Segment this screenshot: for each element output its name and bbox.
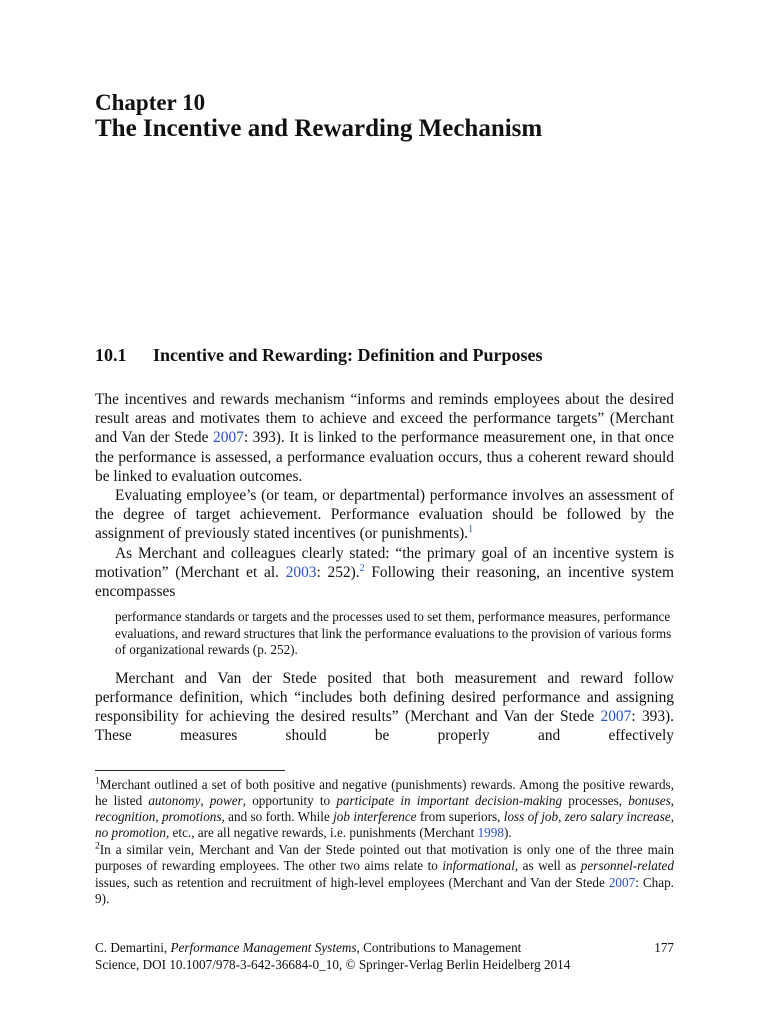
fn2-informational: informational [442,858,515,874]
paragraph-1-text-b: : 393). It is linked to the performance measurement one, in that once the performance is assessed, a performance evaluation occurs, thus a coherent reward should be linked to evaluation outcomes. [95,429,674,485]
chapter-title: The Incentive and Rewarding Mechanism [95,115,543,142]
section-number: 10.1 [95,345,127,365]
fn1-sep: from superiors, [416,809,504,825]
paragraph-4 [95,669,674,746]
fn1-job-interference: job interference [333,809,417,825]
fn1-loss-of-job: loss of job [503,809,559,825]
fn1-power: power [209,793,243,809]
footnote-2-number: 2 [95,841,100,852]
paragraph-1-text-a: The incentives and rewards mechanism “informs and reminds employees about the desired result areas and motivates them to achieve and exceed the performance targets” (Merchant and Van der Stede [95,391,674,447]
fn1-sep: processes, [562,793,629,809]
paragraph-2-text: Evaluating employee’s (or team, or departmental) performance involves an assessment of the degree of target achievement. Performance evaluation should be followed by the assignment of previously stated incentives (or punishments). [95,487,674,543]
footnote-1 [95,777,674,841]
footnote-2-text: In a similar vein, Merchant and Van der Stede pointed out that motivation is only one of the three main purposes of rewarding employees. The other two aims relate to [95,842,674,874]
paragraph-3-text-b: : 252). [316,563,360,581]
footer-author: C. Demartini, [95,940,171,955]
fn1-sep: , and so forth. While [221,809,334,825]
fn1-sep: , [670,793,675,809]
paragraph-4-text-b: : 393). These measures should be properly and effectively [95,708,675,745]
citation-link-2007-c[interactable]: 2007 [608,874,636,890]
section-title: Incentive and Rewarding: Definition and Purposes [153,345,543,365]
fn2-end: : Chap. 9). [95,874,674,906]
fn1-zero-salary: zero salary increase [564,809,671,825]
footer-book-title: Performance Management Systems [170,940,357,955]
footnote-divider [95,770,285,771]
fn1-end: ). [503,825,512,841]
block-quote: performance standards or targets and the processes used to set them, performance measures, performance evaluations, and reward structures that link the performance evaluations to the provision of various forms of organizational rewards (p. 252). [115,609,672,658]
fn2-sep: , as well as [514,858,581,874]
fn1-sep: , opportunity to [242,793,337,809]
paragraph-3 [95,544,674,602]
fn1-recognition: recognition [95,809,156,825]
body-text [95,390,674,746]
citation-link-2007-b[interactable]: 2007 [600,708,632,726]
citation-link-1998[interactable]: 1998 [477,825,504,841]
paragraph-1 [95,390,674,486]
chapter-label: Chapter 10 [95,90,206,115]
footer-line-2: Science, DOI 10.1007/978-3-642-36684-0_10, © Springer-Verlag Berlin Heidelberg 2014 [95,957,571,972]
paragraph-2 [95,486,674,544]
paragraph-3-text-a: As Merchant and colleagues clearly stated: “the primary goal of an incentive system is motivation” (Merchant et al. [95,544,674,581]
fn1-no-promotion: no promotion [95,825,166,841]
citation-link-2007[interactable]: 2007 [213,429,244,447]
fn1-sep: , [200,793,210,809]
section-heading [95,345,543,366]
paragraph-3-text-c: Following their reasoning, an incentive system encompasses [95,563,674,601]
fn1-sep: , etc., are all negative rewards, i.e. punishments (Merchant [165,825,478,841]
footer-series: , Contributions to Management [356,940,522,955]
page-footer [95,939,674,973]
citation-link-2003[interactable]: 2003 [285,563,317,581]
footnote-link-2[interactable]: 2 [359,562,365,574]
fn1-sep: , [155,809,162,825]
page-number: 177 [654,940,674,955]
paragraph-4-text-a: Merchant and Van der Stede posited that both measurement and reward follow performance definition, which “includes both defining desired performance and assigning responsibility for achieving the desired results” (Merchant and Van der Stede [95,669,674,726]
fn1-bonuses: bonuses [628,793,671,809]
footnote-1-number: 1 [95,776,100,787]
fn2-personnel-related: personnel-related [580,858,674,874]
fn1-sep: , [558,809,565,825]
footnote-1-text: Merchant outlined a set of both positive and negative (punishments) rewards. Among the positive rewards, he listed [95,777,674,809]
fn1-promotions: promotions [161,809,222,825]
footnote-link-1[interactable]: 1 [468,524,474,536]
fn2-text-c: issues, such as retention and recruitment of high-level employees (Merchant and Van der Stede [95,874,609,890]
footnotes [95,777,674,908]
fn1-participate: participate in important decision-making [336,793,563,809]
footer-line-1 [95,939,674,956]
footnote-2 [95,842,674,906]
fn1-autonomy: autonomy [148,793,201,809]
fn1-sep: , [670,809,675,825]
